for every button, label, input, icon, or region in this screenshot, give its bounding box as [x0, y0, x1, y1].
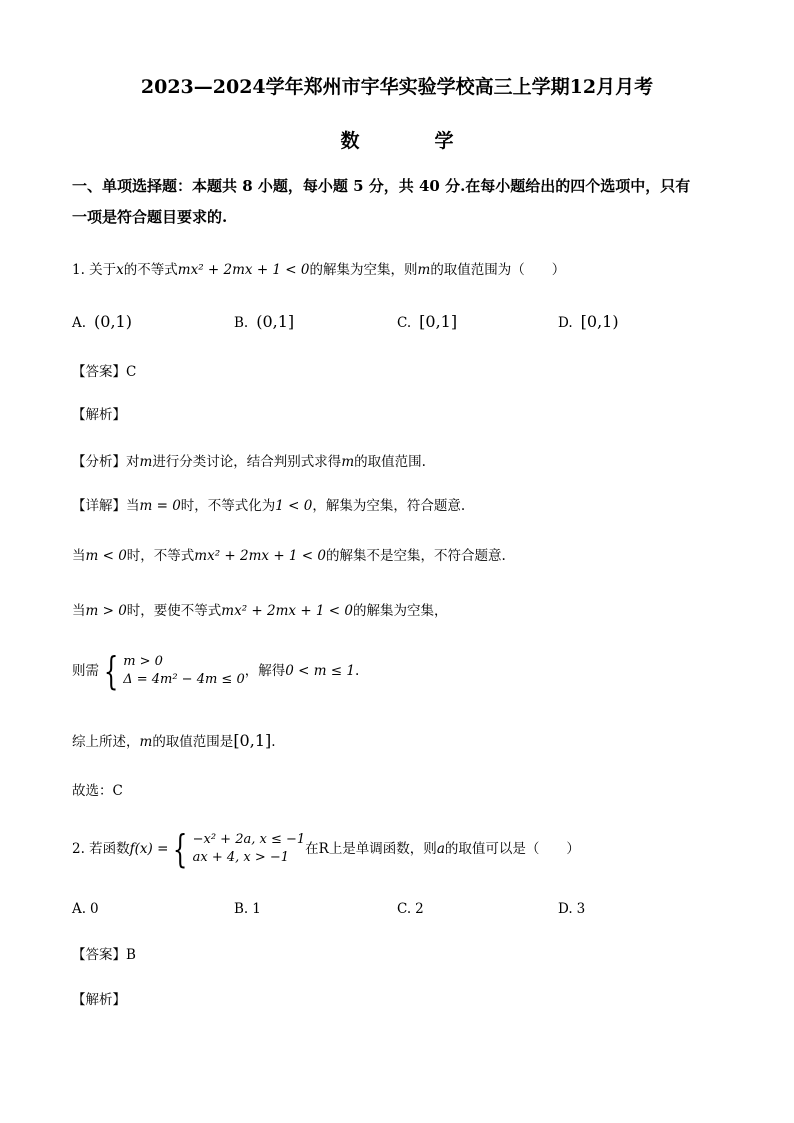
subject-title: 数 学: [340, 130, 482, 152]
q1-case-negative: 当m < 0时，不等式mx² + 2mx + 1 < 0的解集不是空集，不符合题意.: [72, 548, 506, 564]
piece-line-1: −x² + 2a, x ≤ −1: [192, 832, 306, 847]
q1-case-positive: 当m > 0时，要使不等式mx² + 2mx + 1 < 0的解集为空集，: [72, 603, 448, 619]
q1-choice: 故选：C: [72, 783, 123, 799]
piece-line-2: ax + 4, x > −1: [192, 850, 290, 865]
q1-inequality: mx² + 2mx + 1 < 0: [177, 262, 310, 278]
q1-answer: 【答案】C: [72, 364, 137, 380]
system-line-1: m > 0: [123, 654, 163, 669]
section-heading-line1: 一、单项选择题：本题共 8 小题，每小题 5 分，共 40 分.在每小题给出的四个选项中，只有: [72, 177, 691, 195]
system-line-2: Δ = 4m² − 4m ≤ 0: [123, 672, 245, 687]
q1-detail: 【详解】当m = 0时，不等式化为1 < 0，解集为空集，符合题意.: [72, 498, 466, 514]
q2-stem: 2. 若函数 f(x) = { −x² + 2a, x ≤ −1 ax + 4, x > −1 在 R 上是单调函数，则 a 的取值可以是（ ）: [72, 827, 580, 871]
page-title: 2023—2024学年郑州市宇华实验学校高三上学期12月月考: [140, 76, 654, 98]
q2-option-c: C. 2: [397, 901, 424, 917]
q1-option-d: D. [0,1): [558, 312, 619, 331]
left-brace-icon: {: [103, 649, 119, 693]
q2-option-a: A. 0: [72, 901, 99, 917]
q1-fenxi: 【分析】对m进行分类讨论，结合判别式求得m的取值范围.: [72, 454, 426, 470]
q2-analysis-tag: 【解析】: [72, 992, 126, 1008]
q1-option-b: B. (0,1]: [234, 312, 295, 331]
q1-analysis-tag: 【解析】: [72, 407, 126, 423]
q1-option-a: A. (0,1): [72, 312, 132, 331]
q2-option-d: D. 3: [558, 901, 586, 917]
q2-option-b: B. 1: [234, 901, 261, 917]
q1-system: 则需 { m > 0 Δ = 4m² − 4m ≤ 0 ，解得 0 < m ≤ 1 .: [72, 649, 360, 693]
q2-answer: 【答案】B: [72, 947, 136, 963]
q1-option-c: C. [0,1]: [397, 312, 458, 331]
q1-stem: 1. 关于x的不等式mx² + 2mx + 1 < 0的解集为空集，则m的取值范围为（ ）: [72, 262, 566, 278]
q1-summary: 综上所述，m的取值范围是[0,1].: [72, 731, 276, 750]
section-heading-line2: 一项是符合题目要求的.: [72, 208, 228, 226]
left-brace-icon: {: [173, 827, 188, 871]
